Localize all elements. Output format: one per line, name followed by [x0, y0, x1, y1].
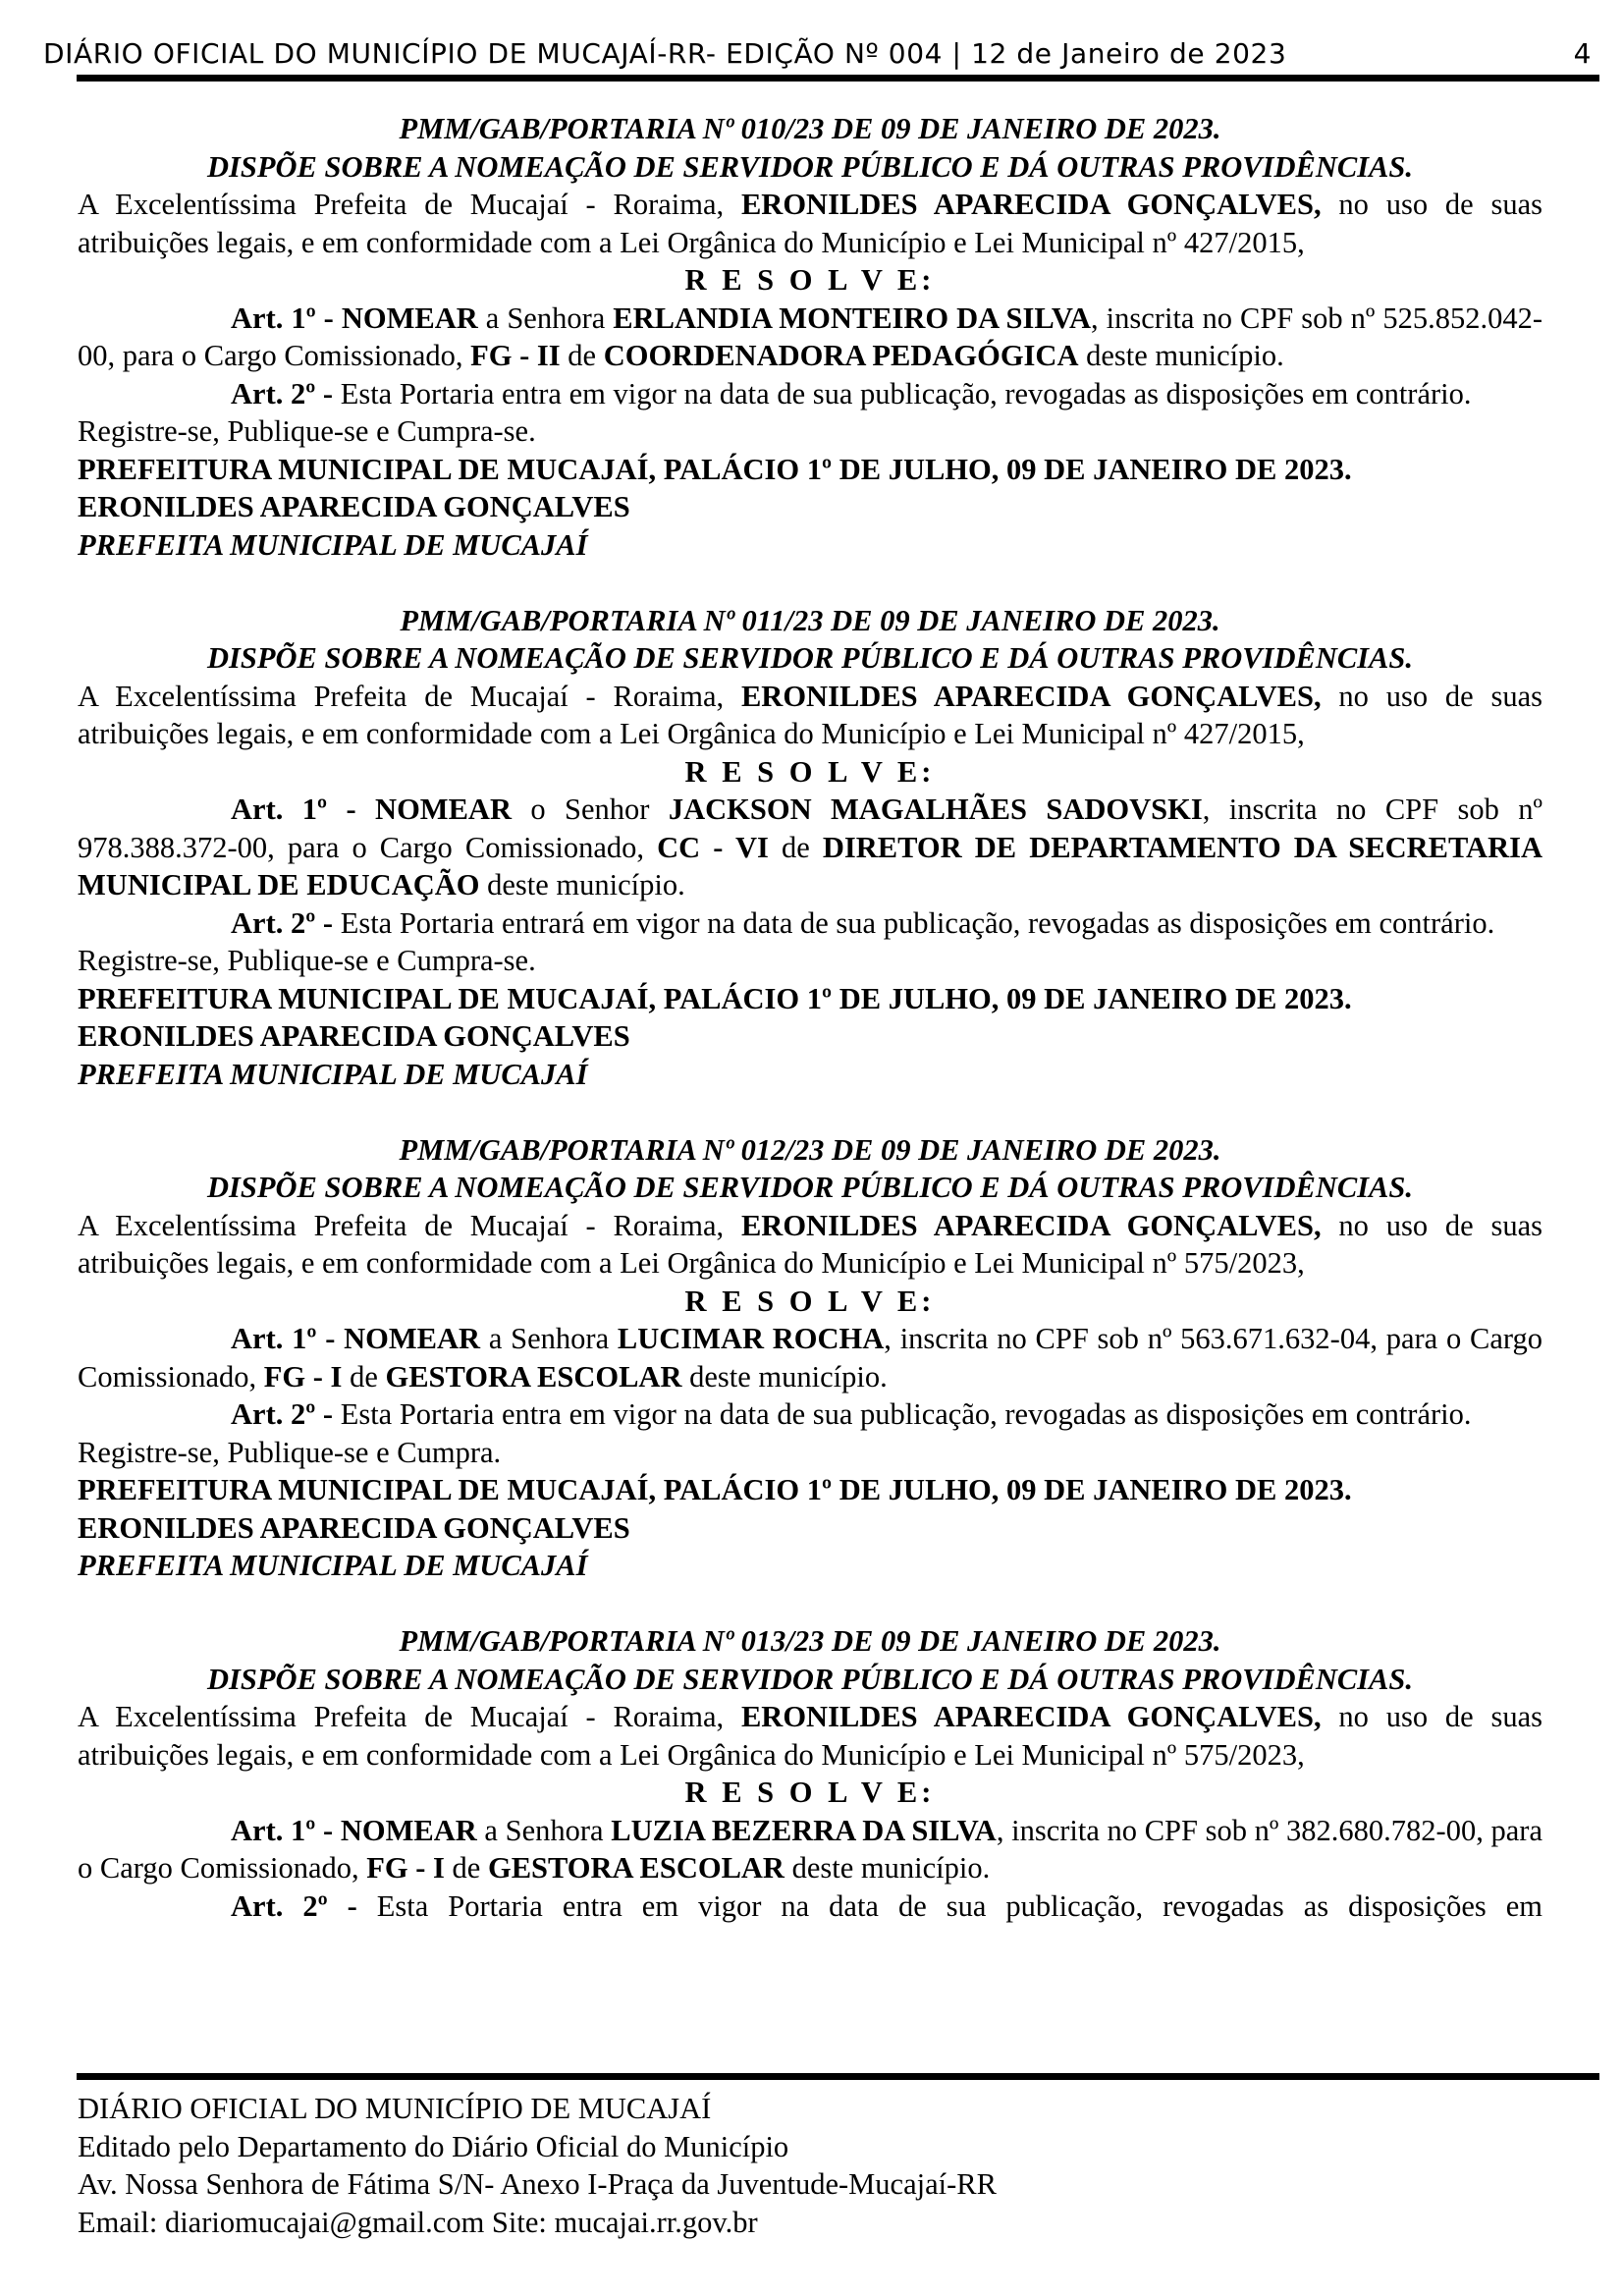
page-number: 4 [1573, 37, 1592, 70]
resolve-label: R E S O L V E: [684, 754, 936, 789]
closing-formula: Registre-se, Publique-se e Cumpra-se. [78, 414, 536, 448]
article-2: Art. 2º - Esta Portaria entra em vigor na data de sua publicação, revogadas as disposições em [231, 1888, 1542, 1923]
appointee-name: LUZIA BEZERRA DA SILVA [611, 1813, 997, 1847]
signer-role: PREFEITA MUNICIPAL DE MUCAJAÍ [78, 1057, 588, 1091]
mayor-name: ERONILDES APARECIDA GONÇALVES, [740, 188, 1322, 221]
appointee-name: ERLANDIA MONTEIRO DA SILVA [613, 301, 1092, 335]
portaria-intro: A Excelentíssima Prefeita de Mucajaí - Roraima, ERONILDES APARECIDA GONÇALVES, no uso de suas atribuições legais, e em conformidade com a Lei Orgânica do Município e Lei Municipal nº 427/2015, [78, 679, 1543, 750]
article-2: Art. 2º - Esta Portaria entra em vigor na data de sua publicação, revogadas as disposições em contrário. [231, 1397, 1472, 1431]
mayor-name: ERONILDES APARECIDA GONÇALVES, [740, 1208, 1322, 1242]
article-2: Art. 2º - Esta Portaria entrará em vigor na data de sua publicação, revogadas as disposições em contrário. [231, 905, 1495, 940]
footer-contact: Email: diariomucajai@gmail.com Site: mucajai.rr.gov.br [78, 2205, 758, 2239]
portaria-intro: A Excelentíssima Prefeita de Mucajaí - Roraima, ERONILDES APARECIDA GONÇALVES, no uso de suas atribuições legais, e em conformidade com a Lei Orgânica do Município e Lei Municipal nº 427/2015, [78, 188, 1543, 259]
resolve-label: R E S O L V E: [684, 1776, 936, 1809]
portaria-intro: A Excelentíssima Prefeita de Mucajaí - Roraima, ERONILDES APARECIDA GONÇALVES, no uso de suas atribuições legais, e em conformidade com a Lei Orgânica do Município e Lei Municipal nº 575/2023, [78, 1700, 1543, 1772]
article-2: Art. 2º - Esta Portaria entra em vigor na data de sua publicação, revogadas as disposições em contrário. [231, 376, 1472, 410]
document-body [78, 110, 1542, 1925]
signer-role: PREFEITA MUNICIPAL DE MUCAJAÍ [78, 527, 588, 562]
portaria-intro: A Excelentíssima Prefeita de Mucajaí - Roraima, ERONILDES APARECIDA GONÇALVES, no uso de suas atribuições legais, e em conformidade com a Lei Orgânica do Município e Lei Municipal nº 575/2023, [78, 1208, 1543, 1280]
mayor-name: ERONILDES APARECIDA GONÇALVES, [740, 1700, 1322, 1733]
header-title: DIÁRIO OFICIAL DO MUNICÍPIO DE MUCAJAÍ-RR- EDIÇÃO Nº 004 | 12 de Janeiro de 2023 [43, 37, 1287, 70]
portaria-heading: PMM/GAB/PORTARIA Nº 010/23 DE 09 DE JANEIRO DE 2023. [399, 112, 1221, 145]
place-date: PREFEITURA MUNICIPAL DE MUCAJAÍ, PALÁCIO 1º DE JULHO, 09 DE JANEIRO DE 2023. [78, 981, 1352, 1015]
signer-name: ERONILDES APARECIDA GONÇALVES [78, 1019, 630, 1053]
signer-name: ERONILDES APARECIDA GONÇALVES [78, 1510, 630, 1545]
article-1: Art. 1º - NOMEAR o Senhor JACKSON MAGALHÃES SADOVSKI, inscrita no CPF sob nº 978.388.372-00, para o Cargo Comissionado, CC - VI de DIRETOR DE DEPARTAMENTO DA SECRETARIA MUNICIPAL DE EDUCAÇÃO deste município. [78, 793, 1542, 902]
portaria-013 [78, 1622, 1542, 1925]
portaria-heading: PMM/GAB/PORTARIA Nº 013/23 DE 09 DE JANEIRO DE 2023. [399, 1624, 1221, 1658]
position-title: GESTORA ESCOLAR [385, 1359, 682, 1394]
portaria-heading: PMM/GAB/PORTARIA Nº 012/23 DE 09 DE JANEIRO DE 2023. [399, 1132, 1221, 1167]
appointee-name: JACKSON MAGALHÃES SADOVSKI [668, 793, 1203, 826]
mayor-name: ERONILDES APARECIDA GONÇALVES, [740, 679, 1322, 713]
closing-formula: Registre-se, Publique-se e Cumpra-se. [78, 944, 536, 977]
signer-name: ERONILDES APARECIDA GONÇALVES [78, 490, 630, 523]
portaria-subject: DISPÕE SOBRE A NOMEAÇÃO DE SERVIDOR PÚBLICO E DÁ OUTRAS PROVIDÊNCIAS. [207, 1171, 1413, 1204]
place-date: PREFEITURA MUNICIPAL DE MUCAJAÍ, PALÁCIO 1º DE JULHO, 09 DE JANEIRO DE 2023. [78, 1473, 1352, 1506]
resolve-label: R E S O L V E: [684, 1284, 936, 1318]
position-title: GESTORA ESCOLAR [487, 1851, 784, 1885]
footer-publication: DIÁRIO OFICIAL DO MUNICÍPIO DE MUCAJAÍ [78, 2092, 712, 2125]
portaria-012 [78, 1131, 1542, 1585]
resolve-label: R E S O L V E: [684, 263, 936, 297]
article-1: Art. 1º - NOMEAR a Senhora LUCIMAR ROCHA, inscrita no CPF sob nº 563.671.632-04, para o Cargo Comissionado, FG - I de GESTORA ESCOLAR deste município. [78, 1322, 1542, 1394]
appointee-name: LUCIMAR ROCHA [617, 1322, 885, 1355]
portaria-subject: DISPÕE SOBRE A NOMEAÇÃO DE SERVIDOR PÚBLICO E DÁ OUTRAS PROVIDÊNCIAS. [207, 1662, 1413, 1696]
footer-editor: Editado pelo Departamento do Diário Oficial do Município [78, 2129, 789, 2163]
article-1: Art. 1º - NOMEAR a Senhora LUZIA BEZERRA DA SILVA, inscrita no CPF sob nº 382.680.782-00, para o Cargo Comissionado, FG - I de GESTORA ESCOLAR deste município. [78, 1813, 1542, 1885]
portaria-subject: DISPÕE SOBRE A NOMEAÇÃO DE SERVIDOR PÚBLICO E DÁ OUTRAS PROVIDÊNCIAS. [207, 149, 1413, 184]
page-footer [78, 2090, 1354, 2241]
footer-address: Av. Nossa Senhora de Fátima S/N- Anexo I-Praça da Juventude-Mucajaí-RR [78, 2167, 997, 2201]
header-divider [77, 75, 1599, 82]
place-date: PREFEITURA MUNICIPAL DE MUCAJAÍ, PALÁCIO 1º DE JULHO, 09 DE JANEIRO DE 2023. [78, 452, 1352, 486]
position-title: COORDENADORA PEDAGÓGICA [603, 339, 1079, 372]
signer-role: PREFEITA MUNICIPAL DE MUCAJAÍ [78, 1549, 588, 1582]
portaria-subject: DISPÕE SOBRE A NOMEAÇÃO DE SERVIDOR PÚBLICO E DÁ OUTRAS PROVIDÊNCIAS. [207, 641, 1413, 675]
portaria-011 [78, 602, 1542, 1094]
footer-divider [77, 2073, 1599, 2080]
article-1: Art. 1º - NOMEAR a Senhora ERLANDIA MONTEIRO DA SILVA, inscrita no CPF sob nº 525.852.042-00, para o Cargo Comissionado, FG - II de COORDENADORA PEDAGÓGICA deste município. [78, 301, 1542, 372]
portaria-heading: PMM/GAB/PORTARIA Nº 011/23 DE 09 DE JANEIRO DE 2023. [400, 603, 1220, 637]
portaria-010 [78, 110, 1542, 564]
closing-formula: Registre-se, Publique-se e Cumpra. [78, 1435, 502, 1469]
position-title: DIRETOR DE DEPARTAMENTO DA SECRETARIA MUNICIPAL DE EDUCAÇÃO [78, 830, 1542, 902]
page-header [43, 35, 1599, 73]
